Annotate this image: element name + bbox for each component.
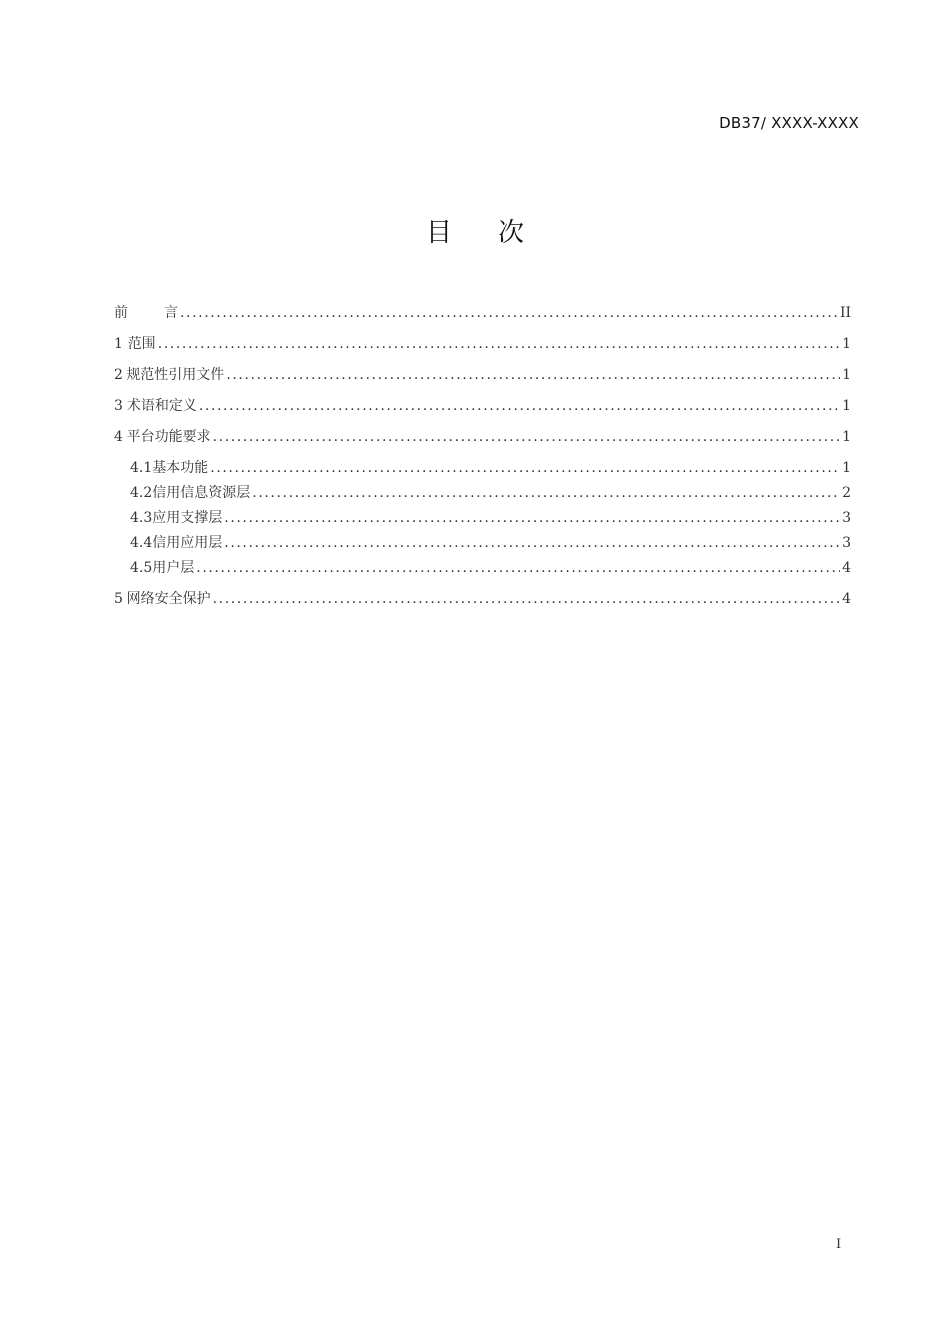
toc-entry-page: 2 (842, 485, 851, 501)
toc-entry-number: 4 (114, 429, 123, 445)
toc-entry-page: 4 (842, 591, 851, 607)
toc-entry-terms-definitions[interactable] (114, 395, 851, 417)
toc-entry-page: II (839, 305, 851, 321)
toc-leader-dots (196, 557, 840, 579)
toc-entry-label: 规范性引用文件 (126, 367, 225, 383)
toc-leader-dots (224, 532, 840, 554)
toc-entry-platform-requirements[interactable] (114, 426, 851, 448)
toc-title-char-1: 目 (425, 218, 452, 248)
toc-entry-network-security[interactable] (114, 588, 851, 610)
toc-leader-dots (180, 302, 838, 324)
toc-entry-number: 1 (114, 336, 123, 352)
toc-title (0, 212, 950, 249)
toc-entry-label: 范围 (127, 336, 156, 352)
toc-entry-number: 5 (114, 591, 123, 607)
toc-leader-dots (226, 364, 840, 386)
toc-entry-number: 4.4 (130, 535, 153, 551)
toc-entry-number: 3 (114, 398, 123, 414)
toc-leader-dots (252, 482, 840, 504)
toc-leader-dots (158, 333, 840, 355)
toc-entry-number: 2 (114, 367, 123, 383)
document-code: DB37/ XXXX-XXXX (719, 114, 859, 132)
toc-entry-label: 平台功能要求 (126, 429, 211, 445)
toc-entry-page: 1 (842, 336, 851, 352)
toc-entry-label: 信用应用层 (152, 535, 223, 551)
toc-leader-dots (213, 426, 840, 448)
toc-entry-label: 信用信息资源层 (152, 485, 251, 501)
table-of-contents (114, 302, 851, 619)
toc-entry-page: 1 (842, 398, 851, 414)
toc-entry-application-support-layer[interactable] (114, 507, 851, 529)
toc-title-char-2: 次 (498, 218, 525, 248)
toc-entry-label: 基本功能 (152, 460, 209, 476)
toc-entry-preface[interactable] (114, 302, 851, 324)
toc-entry-page: 3 (842, 535, 851, 551)
toc-entry-user-layer[interactable] (114, 557, 851, 579)
toc-entry-scope[interactable] (114, 333, 851, 355)
preface-char-2: 言 (164, 305, 178, 321)
toc-entry-credit-application-layer[interactable] (114, 532, 851, 554)
page-number: I (836, 1237, 842, 1252)
toc-leader-dots (213, 588, 840, 610)
toc-entry-page: 1 (842, 429, 851, 445)
toc-entry-label (114, 302, 178, 324)
toc-entry-number: 4.3 (130, 510, 153, 526)
toc-entry-page: 4 (842, 560, 851, 576)
toc-leader-dots (224, 507, 840, 529)
toc-entry-number: 4.1 (130, 460, 153, 476)
toc-entry-page: 1 (842, 367, 851, 383)
toc-entry-label: 术语和定义 (126, 398, 197, 414)
toc-entry-number: 4.5 (130, 560, 153, 576)
toc-entry-normative-references[interactable] (114, 364, 851, 386)
toc-leader-dots (199, 395, 840, 417)
toc-entry-credit-info-resource-layer[interactable] (114, 482, 851, 504)
toc-entry-label: 应用支撑层 (152, 510, 223, 526)
toc-entry-label: 用户层 (152, 560, 195, 576)
toc-entry-label: 网络安全保护 (126, 591, 211, 607)
toc-entry-basic-functions[interactable] (114, 457, 851, 479)
toc-entry-page: 3 (842, 510, 851, 526)
toc-leader-dots (210, 457, 840, 479)
toc-entry-number: 4.2 (130, 485, 153, 501)
toc-entry-page: 1 (842, 460, 851, 476)
preface-char-1: 前 (114, 305, 128, 321)
